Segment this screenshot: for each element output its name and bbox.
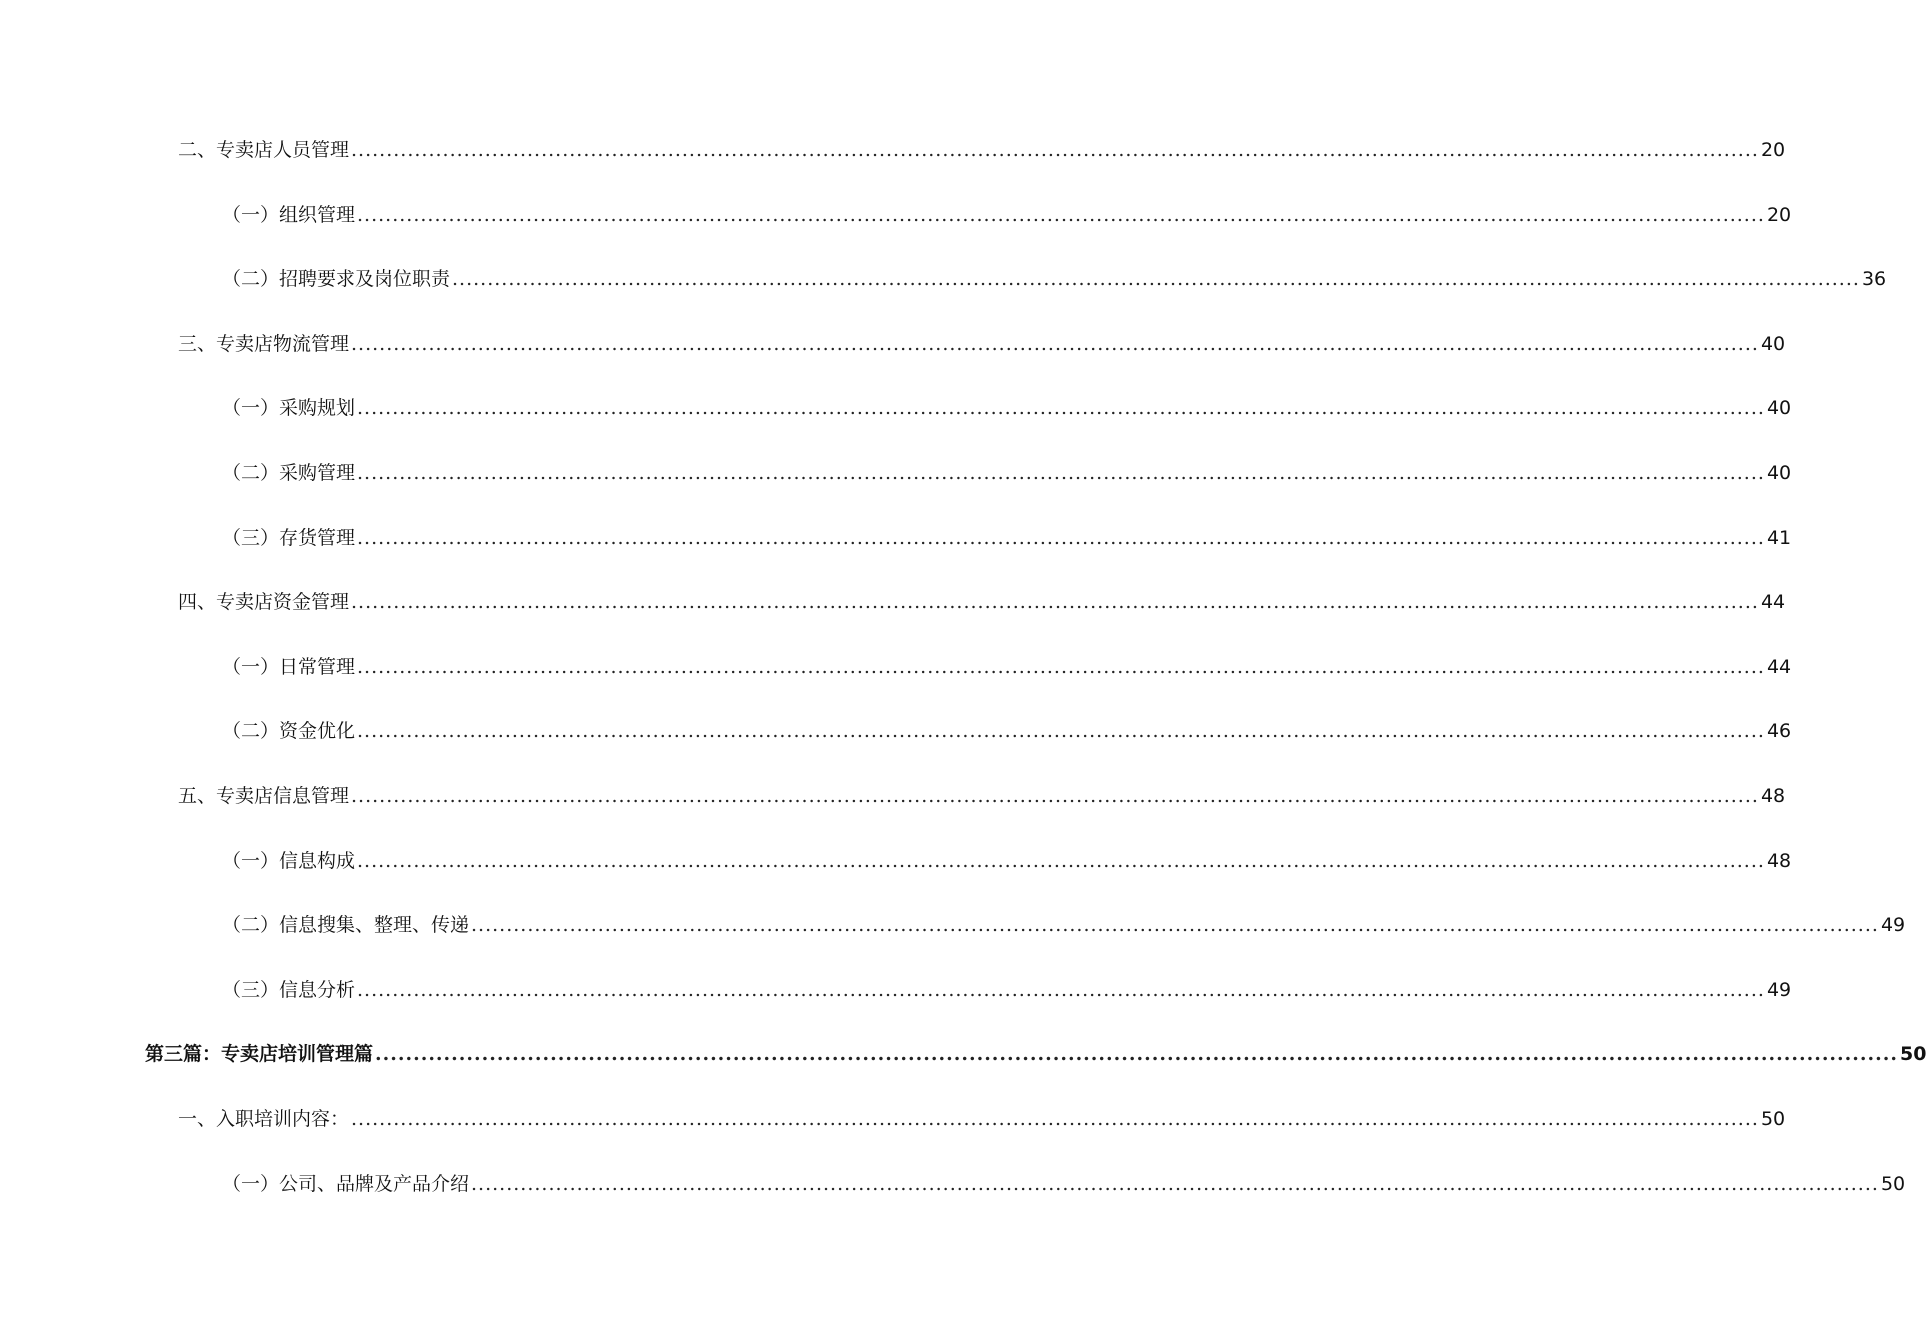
toc-dot-leader: ........................................................................................................................................................................................................	[351, 591, 1759, 614]
toc-entry-page: 49	[1880, 914, 1906, 937]
toc-entry[interactable]	[0, 903, 1906, 968]
toc-entry-title: 三、专卖店物流管理	[178, 332, 350, 355]
toc-entry-title: （一）组织管理	[222, 203, 356, 226]
toc-dot-leader: ........................................................................................................................................................................................................	[452, 268, 1860, 291]
toc-entry[interactable]	[0, 322, 1786, 387]
toc-dot-leader: ........................................................................................................................................................................................................	[357, 849, 1765, 872]
toc-part-entry[interactable]	[0, 1032, 1926, 1097]
toc-entry-page: 46	[1766, 720, 1792, 743]
toc-entry-page: 49	[1766, 978, 1792, 1001]
toc-entry-title: （三）存货管理	[222, 526, 356, 549]
toc-entry[interactable]	[0, 709, 1792, 774]
toc-entry[interactable]	[0, 645, 1792, 710]
toc-dot-leader: ........................................................................................................................................................................................................	[471, 1172, 1879, 1195]
toc-dot-leader: ........................................................................................................................................................................................................	[357, 978, 1765, 1001]
toc-entry-title: （一）信息构成	[222, 849, 356, 872]
toc-dot-leader: ........................................................................................................................................................................................................	[351, 139, 1759, 161]
toc-entry-page: 48	[1766, 849, 1792, 872]
toc-dot-leader: ........................................................................................................................................................................................................	[357, 397, 1765, 420]
toc-entry-title: （二）资金优化	[222, 720, 356, 743]
toc-dot-leader: ........................................................................................................................................................................................................	[351, 784, 1759, 807]
toc-entry-page: 44	[1760, 591, 1786, 614]
toc-entry-page: 36	[1861, 268, 1887, 291]
table-of-contents	[0, 128, 1926, 1226]
toc-entry-page: 40	[1766, 397, 1792, 420]
toc-entry-title: 五、专卖店信息管理	[178, 784, 350, 807]
toc-entry[interactable]	[0, 128, 1786, 193]
toc-entry[interactable]	[0, 774, 1786, 839]
toc-entry[interactable]	[0, 580, 1786, 645]
toc-dot-leader: ........................................................................................................................................................................................................	[351, 1107, 1759, 1130]
toc-entry-title: （二）采购管理	[222, 461, 356, 484]
toc-entry-page: 41	[1766, 526, 1792, 549]
toc-entry-title: （一）公司、品牌及产品介绍	[222, 1172, 470, 1195]
toc-entry[interactable]	[0, 451, 1792, 516]
toc-entry-title: （一）采购规划	[222, 397, 356, 420]
toc-entry[interactable]	[0, 193, 1792, 258]
toc-entry-page: 20	[1766, 203, 1792, 226]
toc-entry-page: 50	[1760, 1107, 1786, 1130]
toc-dot-leader: ........................................................................................................................................................................................................	[351, 332, 1759, 355]
toc-entry-title: 一、入职培训内容：	[178, 1107, 350, 1130]
toc-entry-page: 48	[1760, 784, 1786, 807]
toc-entry-page: 44	[1766, 655, 1792, 678]
toc-entry-page: 40	[1766, 461, 1792, 484]
toc-dot-leader: ........................................................................................................................................................................................................	[375, 1043, 1898, 1066]
toc-entry-page: 40	[1760, 332, 1786, 355]
toc-dot-leader: ........................................................................................................................................................................................................	[471, 914, 1879, 937]
toc-entry-page: 50	[1880, 1172, 1906, 1195]
toc-entry-title: （一）日常管理	[222, 655, 356, 678]
toc-entry[interactable]	[0, 386, 1792, 451]
toc-entry-title: （三）信息分析	[222, 978, 356, 1001]
toc-entry[interactable]	[0, 839, 1792, 904]
toc-entry[interactable]	[0, 1097, 1786, 1162]
toc-entry[interactable]	[0, 968, 1792, 1033]
toc-dot-leader: ........................................................................................................................................................................................................	[357, 720, 1765, 743]
toc-entry-title: 二、专卖店人员管理	[178, 139, 350, 161]
toc-dot-leader: ........................................................................................................................................................................................................	[357, 655, 1765, 678]
toc-dot-leader: ........................................................................................................................................................................................................	[357, 526, 1765, 549]
toc-entry[interactable]	[0, 1162, 1906, 1227]
toc-entry[interactable]	[0, 257, 1887, 322]
toc-entry-page: 50	[1899, 1043, 1926, 1066]
toc-entry-title: （二）招聘要求及岗位职责	[222, 268, 451, 291]
toc-dot-leader: ........................................................................................................................................................................................................	[357, 461, 1765, 484]
toc-entry-title: 第三篇：专卖店培训管理篇	[145, 1043, 374, 1066]
toc-entry-title: 四、专卖店资金管理	[178, 591, 350, 614]
toc-dot-leader: ........................................................................................................................................................................................................	[357, 203, 1765, 226]
toc-entry[interactable]	[0, 516, 1792, 581]
toc-entry-title: （二）信息搜集、整理、传递	[222, 914, 470, 937]
toc-entry-page: 20	[1760, 139, 1786, 161]
